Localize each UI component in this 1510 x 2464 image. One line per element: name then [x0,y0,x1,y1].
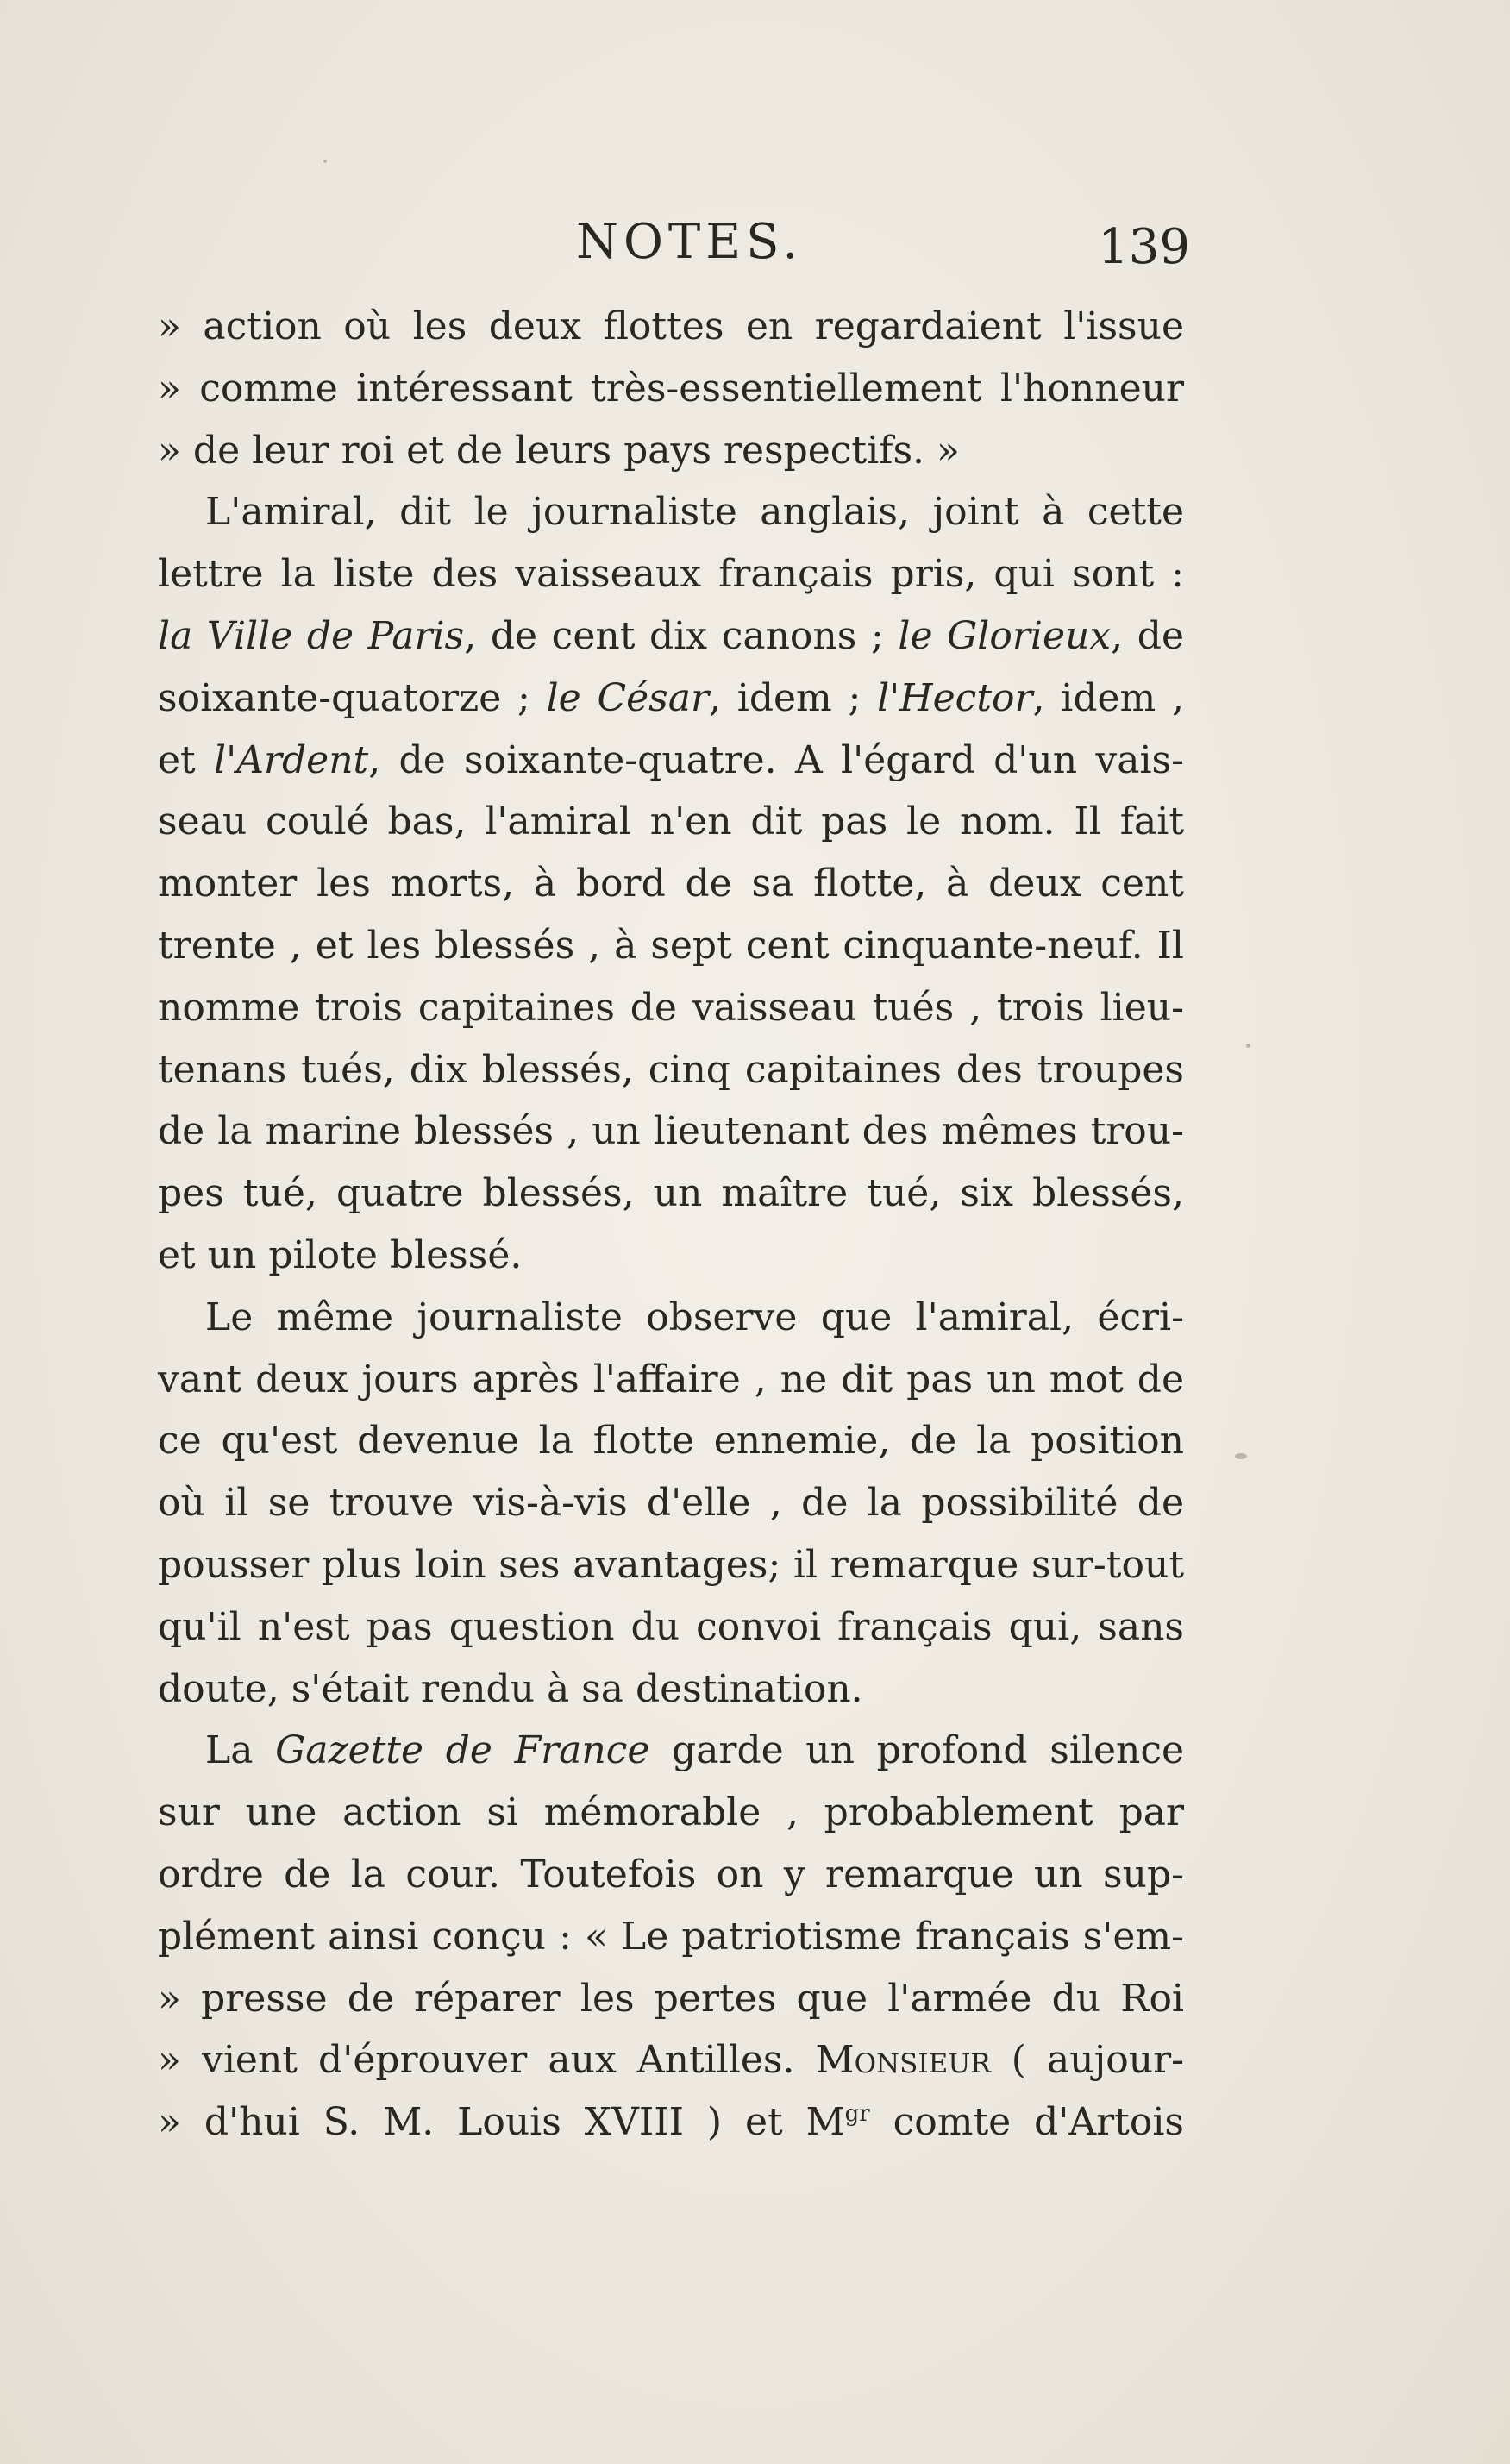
text-line: et l'Ardent, de soixante-quatre. A l'égard d'un vais- [158,737,1184,782]
text-line: trente , et les blessés , à sept cent cinquante-neuf. Il [158,923,1184,968]
text-line: nomme trois capitaines de vaisseau tués , trois lieu- [158,985,1184,1030]
text-line: vant deux jours après l'affaire , ne dit pas un mot de [158,1357,1184,1401]
text-line: pes tué, quatre blessés, un maître tué, six blessés, [158,1171,1184,1216]
text-line: » presse de réparer les pertes que l'armée du Roi [158,1976,1184,2021]
text-line: » de leur roi et de leurs pays respectifs. » [158,428,960,473]
text-line: plément ainsi conçu : « Le patriotisme français s'em- [158,1914,1184,1959]
text-line: la Ville de Paris, de cent dix canons ; le Glorieux, de [158,613,1184,658]
paragraph-start-line: L'amiral, dit le journaliste anglais, joint à cette [205,490,1184,535]
text-line: » d'hui S. M. Louis XVIII ) et $M^{gr}$ comte d'Artois [158,2100,1184,2145]
paragraph-start-line: La Gazette de France garde un profond silence [205,1728,1184,1773]
text-line: » action où les deux flottes en regardaient l'issue [158,304,1184,348]
running-title: NOTES. [576,214,804,270]
text-line: ordre de la cour. Toutefois on y remarque un sup- [158,1852,1184,1897]
text-line: seau coulé bas, l'amiral n'en dit pas le nom. Il fait [158,799,1184,844]
body-text [158,296,1184,2154]
text-line: monter les morts, à bord de sa flotte, à deux cent [158,862,1184,906]
paragraph-start-line: Le même journaliste observe que l'amiral, écri- [205,1295,1184,1339]
paper-speck [323,160,327,163]
paper-speck [1246,1044,1250,1048]
page-header [155,214,1190,283]
text-line: de la marine blessés , un lieutenant des mêmes trou- [158,1109,1184,1154]
text-line: lettre la liste des vaisseaux français pris, qui sont : [158,552,1184,597]
text-line: et un pilote blessé. [158,1232,523,1277]
text-line: pousser plus loin ses avantages; il remarque sur-tout [158,1542,1184,1587]
page-number: 139 [1098,219,1190,275]
text-line: où il se trouve vis-à-vis d'elle , de la possibilité de [158,1481,1184,1526]
text-line: qu'il n'est pas question du convoi français qui, sans [158,1604,1184,1649]
paper-speck [1235,1453,1247,1459]
text-line: ce qu'est devenue la flotte ennemie, de la position [158,1419,1184,1464]
text-line: doute, s'était rendu à sa destination. [158,1666,863,1711]
text-line: » vient d'éprouver aux Antilles. Monsieur ( aujour- [158,2038,1184,2083]
text-line: sur une action si mémorable , probablement par [158,1790,1184,1835]
text-line: soixante-quatorze ; le César, idem ; l'Hector, idem , [158,675,1184,720]
text-line: » comme intéressant très-essentiellement l'honneur [158,366,1184,411]
text-line: tenans tués, dix blessés, cinq capitaines des troupes [158,1047,1184,1092]
